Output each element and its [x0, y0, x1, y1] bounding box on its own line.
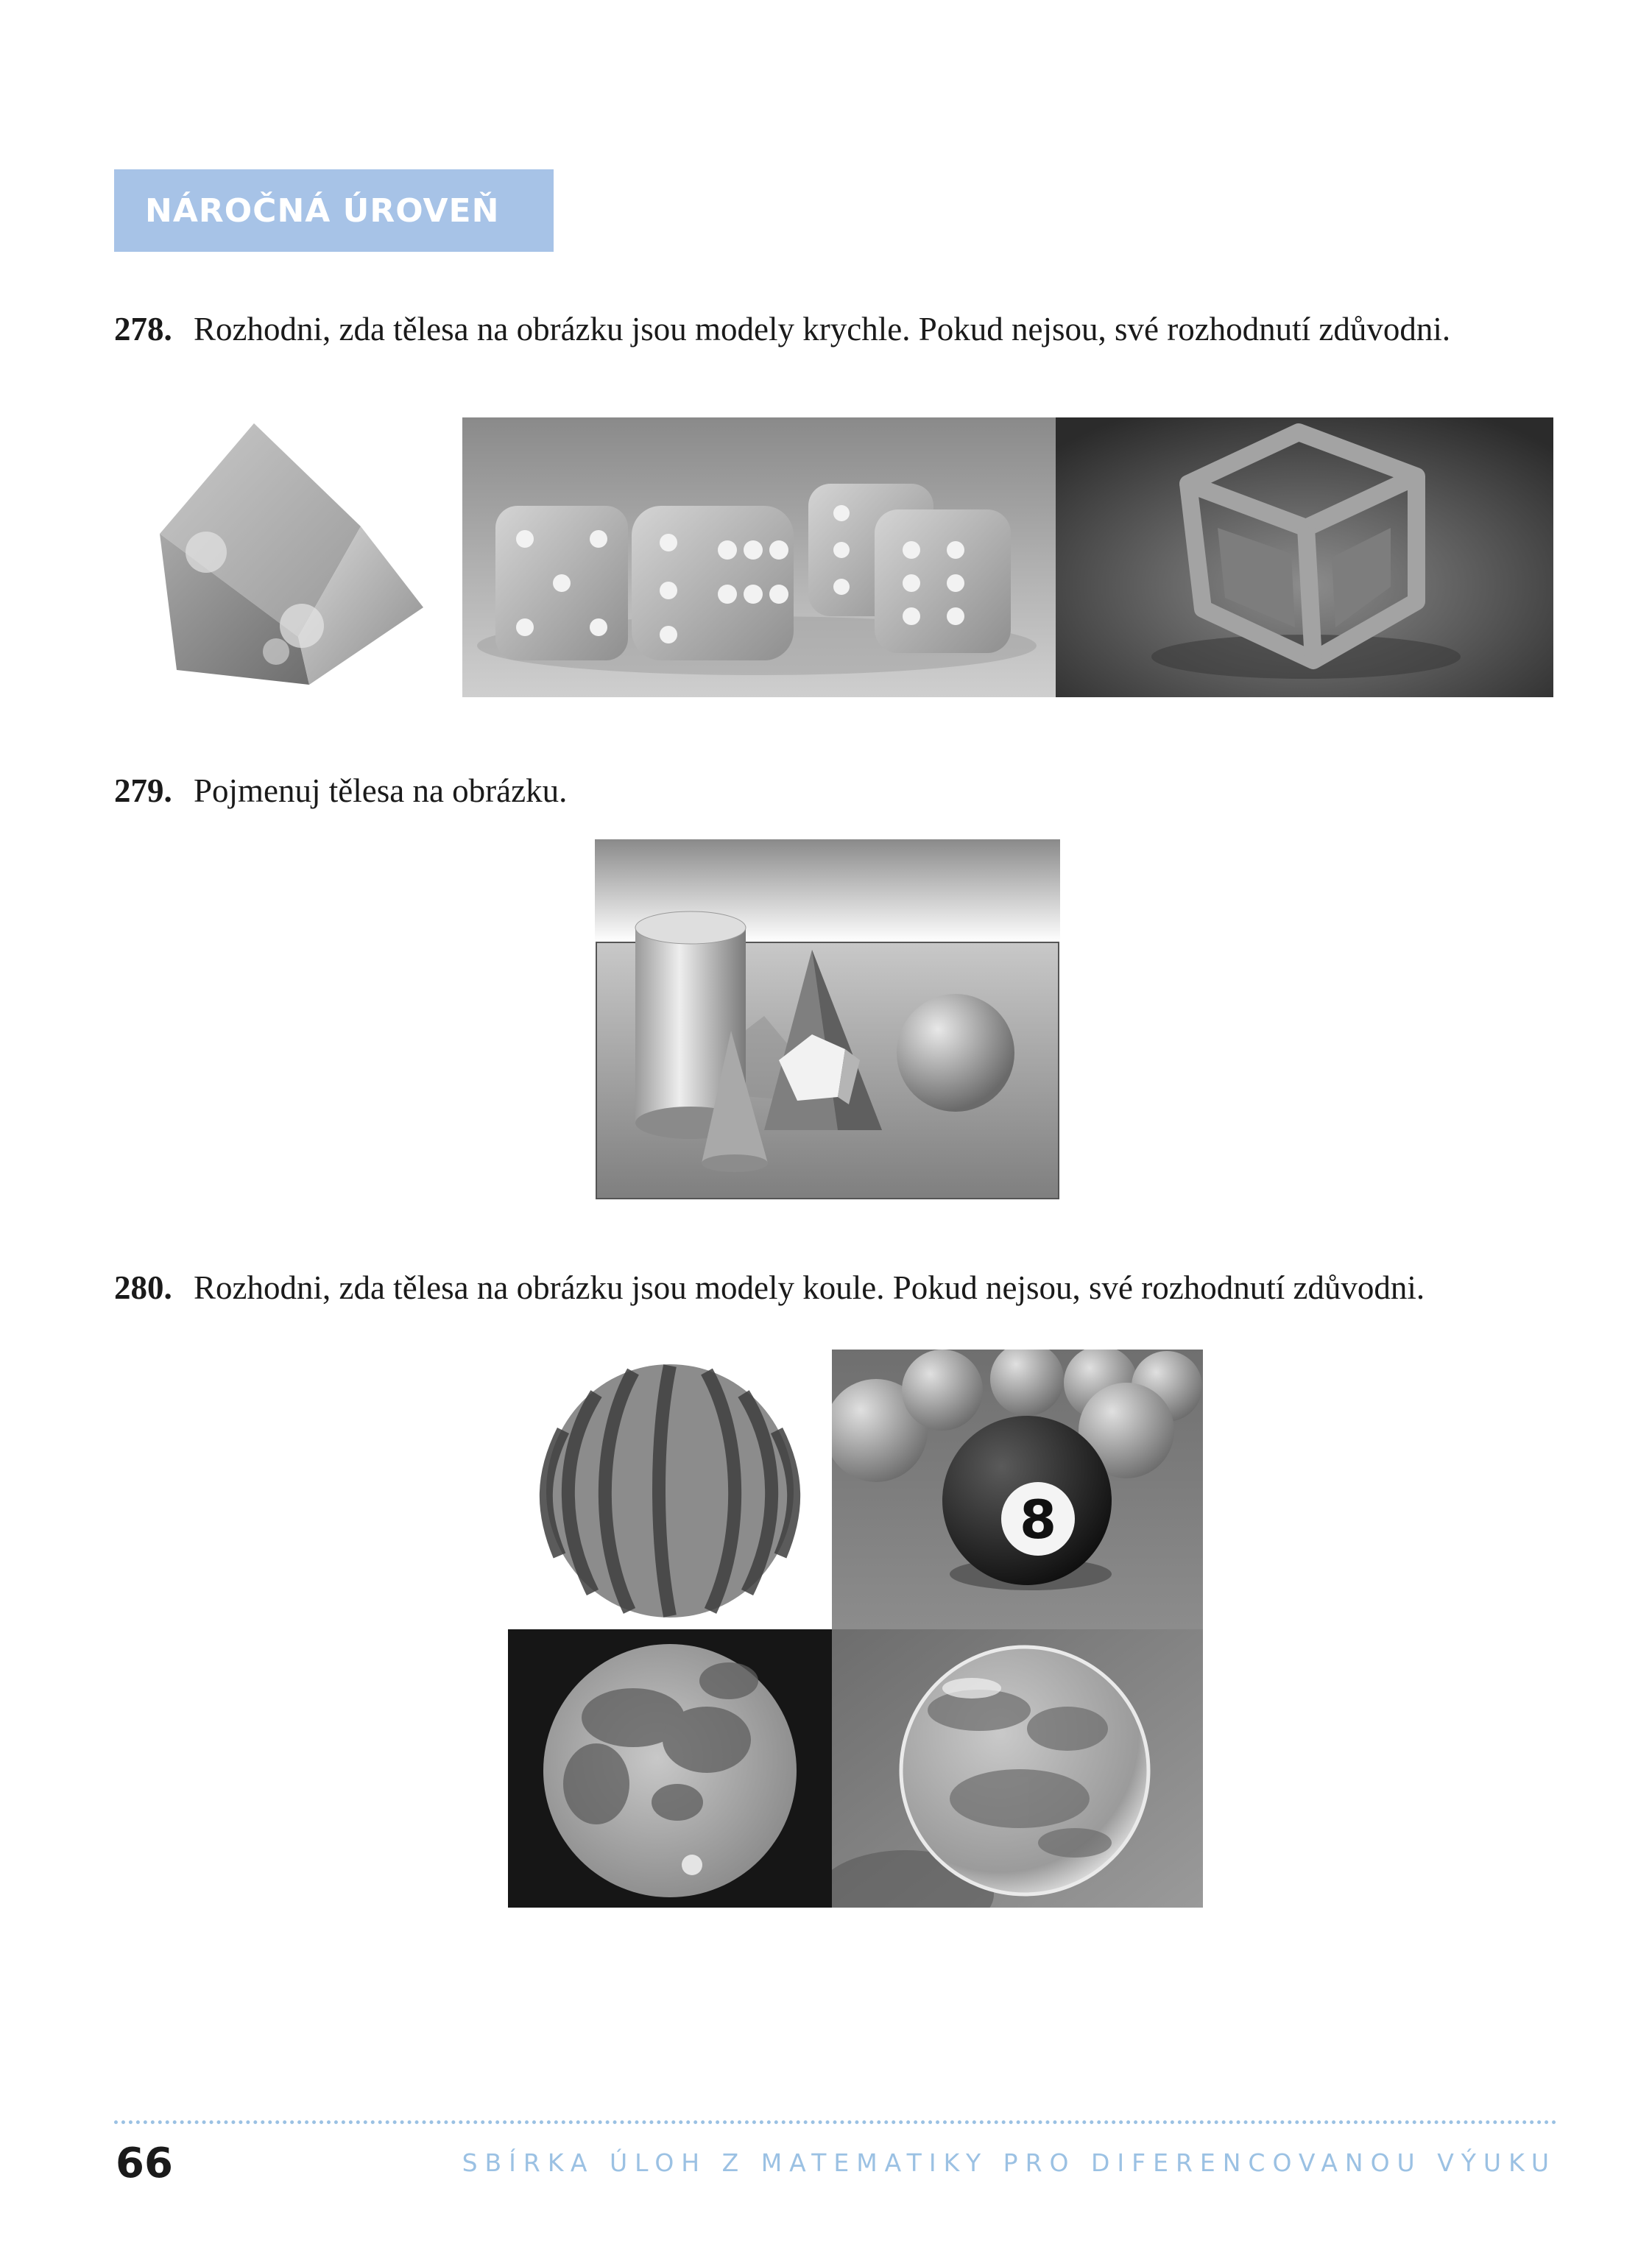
page-number: 66	[116, 2140, 173, 2187]
task-text: Pojmenuj tělesa na obrázku.	[194, 772, 568, 809]
task-number: 278.	[114, 311, 172, 348]
task-number: 280.	[114, 1269, 172, 1306]
task-text: Rozhodni, zda tělesa na obrázku jsou modely krychle. Pokud nejsou, své rozhodnutí zdůvodni.	[194, 311, 1451, 348]
frame-cube-photo	[1056, 417, 1553, 697]
billiard-balls-photo	[832, 1350, 1203, 1629]
task-278	[114, 306, 1557, 402]
dice-photo	[462, 417, 1056, 697]
rose-cube-image	[151, 416, 431, 699]
level-label: NÁROČNÁ ÚROVEŇ	[145, 191, 500, 230]
task-text: Rozhodni, zda tělesa na obrázku jsou modely koule. Pokud nejsou, své rozhodnutí zdůvodni.	[194, 1269, 1425, 1306]
book-title: SBÍRKA ÚLOH Z MATEMATIKY PRO DIFERENCOVANOU VÝUKU	[462, 2148, 1556, 2177]
task-number: 279.	[114, 772, 172, 809]
soap-bubble-photo	[832, 1629, 1203, 1908]
level-badge	[114, 169, 554, 252]
task-280	[114, 1265, 1557, 1311]
task-279	[114, 768, 1557, 814]
watermelon-photo	[508, 1350, 832, 1629]
billiard-ball-number: 8	[1019, 1489, 1057, 1551]
footer-divider	[114, 2120, 1557, 2124]
geometric-solids-image	[595, 839, 1060, 1200]
moon-photo	[508, 1629, 832, 1908]
